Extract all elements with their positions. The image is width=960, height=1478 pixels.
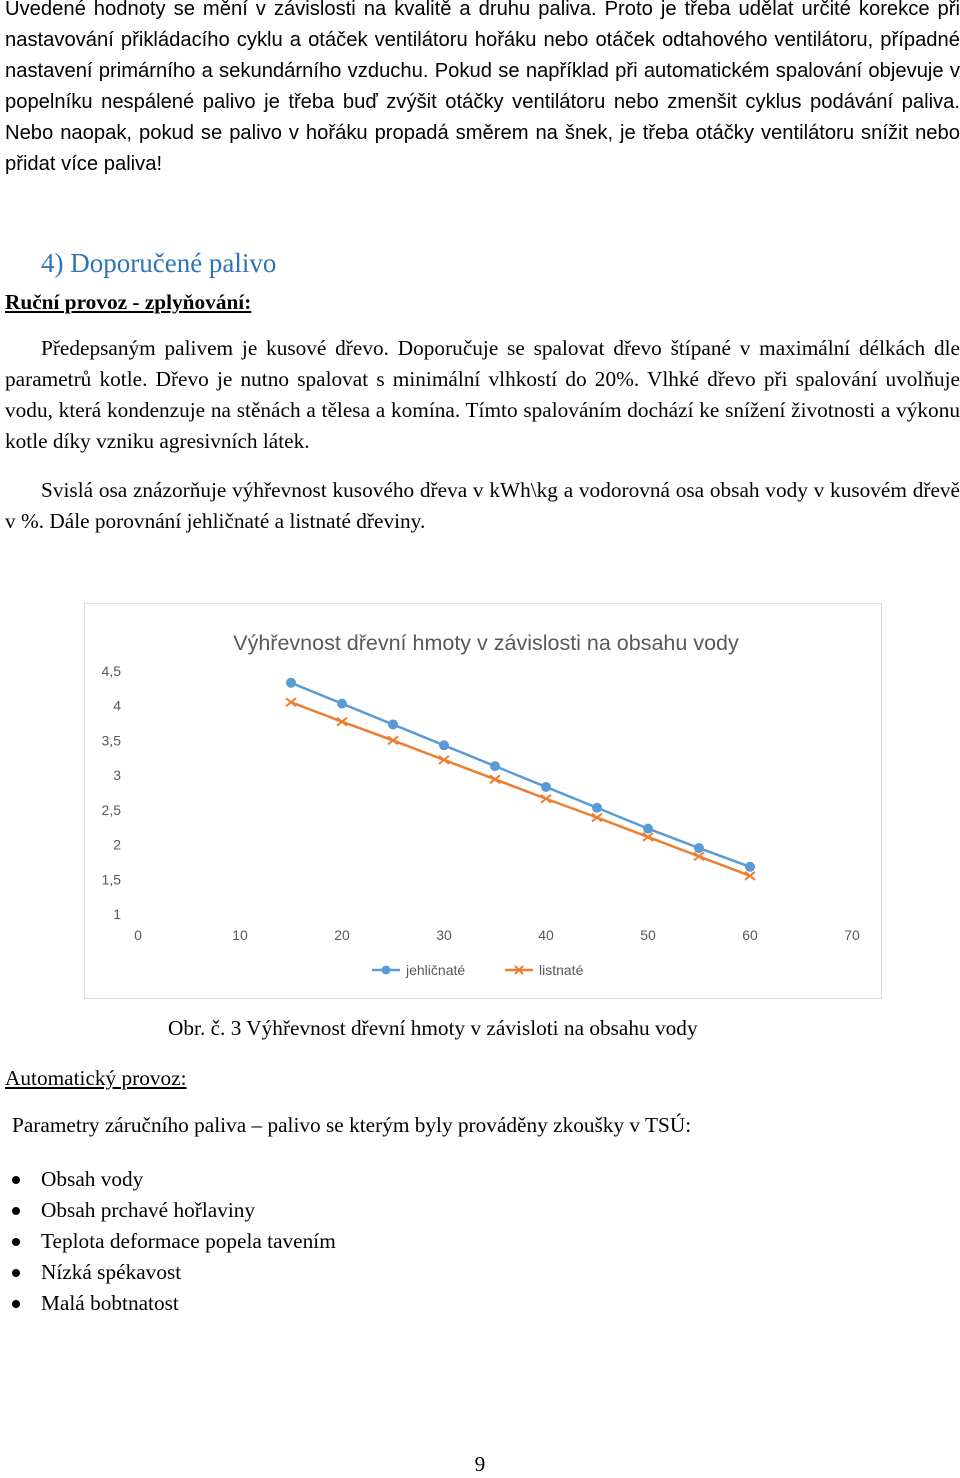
x-tick-label: 30 [436, 927, 452, 943]
bullet-icon [12, 1207, 20, 1215]
data-point [286, 678, 296, 688]
list-item [0, 1257, 336, 1288]
y-tick-label: 4,5 [101, 663, 121, 679]
data-point [388, 719, 398, 729]
data-point [490, 761, 500, 771]
y-tick-label: 4 [113, 697, 121, 714]
data-point [643, 824, 653, 834]
list-item-label: Obsah prchavé hořlaviny [41, 1198, 256, 1222]
data-point [337, 699, 347, 709]
y-tick-label: 3,5 [101, 732, 121, 749]
y-tick-label: 2,5 [101, 801, 121, 818]
list-item [0, 1288, 336, 1319]
data-point [439, 740, 449, 750]
data-point [541, 782, 551, 792]
manual-mode-paragraph: Předepsaným palivem je kusové dřevo. Doporučuje se spalovat dřevo štípané v maximální délkách dle parametrů kotle. Dřevo je nutno spalovat s minimální vlhkostí do 20%. Vlhké dřevo při spalování uvolňuje vodu, která kondenzuje na stěnách a tělesa a komína. Tímto spalováním dochází ke snížení životnosti a výkonu kotle díky vzniku agresivních látek. [5, 336, 960, 453]
fuel-parameters-text: Parametry záručního paliva – palivo se kterým byly prováděny zkoušky v TSÚ: [12, 1113, 692, 1137]
x-tick-label: 40 [538, 927, 554, 943]
y-tick-label: 1 [113, 906, 121, 922]
y-tick-label: 2 [113, 836, 121, 853]
y-tick-label: 3 [113, 767, 121, 784]
bullet-icon [12, 1238, 20, 1246]
legend-label: jehličnaté [406, 962, 466, 978]
manual-mode-heading: Ruční provoz - zplyňování: [5, 290, 252, 314]
series-line [291, 683, 750, 867]
page-number: 9 [474, 1452, 486, 1476]
bullet-icon [12, 1300, 20, 1308]
y-tick-label: 1,5 [101, 871, 121, 888]
heating-value-chart [85, 604, 881, 998]
x-tick-label: 70 [844, 927, 860, 943]
list-item-label: Malá bobtnatost [41, 1291, 179, 1315]
legend-label: listnaté [539, 962, 584, 978]
list-item-label: Teplota deformace popela tavením [41, 1229, 336, 1253]
series-line [291, 702, 750, 876]
list-item [0, 1164, 336, 1195]
bullet-icon [12, 1269, 20, 1277]
list-item-label: Nízká spékavost [41, 1260, 182, 1284]
bullet-icon [12, 1176, 20, 1184]
chart-container [84, 603, 882, 999]
intro-paragraph: Uvedené hodnoty se mění v závislosti na kvalitě a druhu paliva. Proto je třeba udělat určité korekce při nastavování přikládacího cyklu a otáček ventilátoru hořáku nebo otáček odtahového ventilátoru, případné nastavení primárního a sekundárního vzduchu. Pokud se například při automatickém spalování objevuje v popelníku nespálené palivo je třeba buď zvýšit otáčky ventilátoru nebo zmenšit cyklus podávání paliva. Nebo naopak, pokud se palivo v hořáku propadá směrem na šnek, je třeba otáčky ventilátoru snížit nebo přidat více paliva! [5, 0, 960, 175]
data-point [694, 843, 704, 853]
x-tick-label: 20 [334, 927, 350, 943]
data-point [745, 862, 755, 872]
section-heading: 4) Doporučené palivo [41, 248, 277, 278]
legend-marker [382, 966, 391, 975]
axis-description-paragraph: Svislá osa znázorňuje výhřevnost kusového dřeva v kWh\kg a vodorovná osa obsah vody v kusovém dřevě v %. Dále porovnání jehličnaté a listnaté dřeviny. [5, 478, 960, 533]
parameter-list [0, 1164, 336, 1319]
x-tick-label: 0 [134, 927, 142, 943]
figure-caption: Obr. č. 3 Výhřevnost dřevní hmoty v závisloti na obsahu vody [168, 1016, 698, 1040]
x-tick-label: 10 [232, 927, 248, 943]
list-item [0, 1195, 336, 1226]
x-tick-label: 50 [640, 927, 656, 943]
data-point [592, 803, 602, 813]
chart-title: Výhřevnost dřevní hmoty v závislosti na obsahu vody [233, 631, 739, 655]
x-tick-label: 60 [742, 927, 758, 943]
list-item-label: Obsah vody [41, 1167, 144, 1191]
list-item [0, 1226, 336, 1257]
automatic-mode-heading: Automatický provoz: [5, 1066, 187, 1090]
